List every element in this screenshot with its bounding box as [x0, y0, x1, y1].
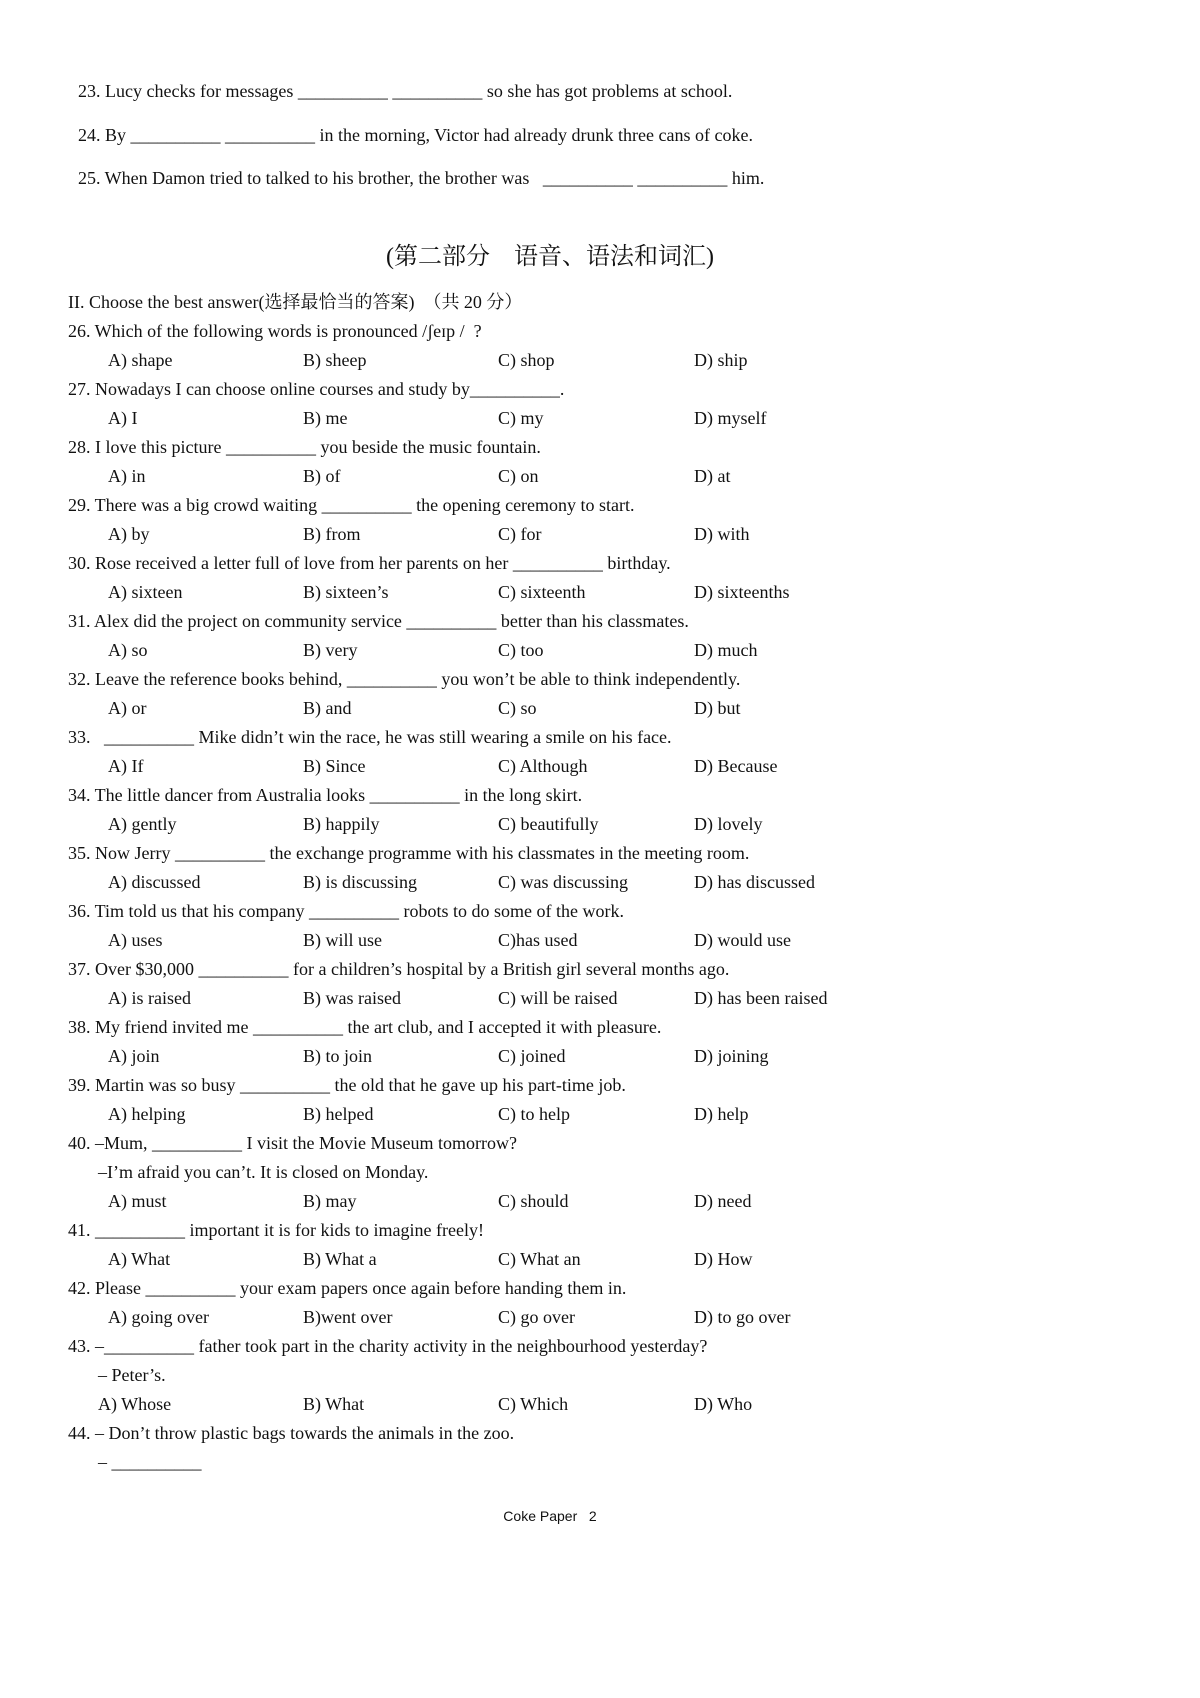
question-stem: 29. There was a big crowd waiting __________ the opening ceremony to start. [68, 495, 635, 515]
question-stem: 26. Which of the following words is pronounced /ʃeɪp / ? [68, 321, 482, 341]
answer-option: A) going over [108, 1307, 209, 1327]
answer-option: D) joining [694, 1046, 769, 1066]
answer-option: D) much [694, 640, 758, 660]
question-stem: 27. Nowadays I can choose online courses and study by__________. [68, 379, 565, 399]
answer-option: A) join [108, 1046, 160, 1066]
answer-option: B) was raised [303, 988, 401, 1008]
answer-option: D) has been raised [694, 988, 828, 1008]
answer-option: C)has used [498, 930, 578, 950]
answer-option: D) to go over [694, 1307, 791, 1327]
answer-option: C) go over [498, 1307, 575, 1327]
answer-option: B) sheep [303, 350, 367, 370]
question-stem: 34. The little dancer from Australia looks __________ in the long skirt. [68, 785, 583, 805]
answer-option: B) and [303, 698, 352, 718]
answer-option: D) sixteenths [694, 582, 790, 602]
answer-option: B) to join [303, 1046, 373, 1066]
fill-item: 23. Lucy checks for messages __________ __________ so she has got problems at school. [78, 81, 733, 101]
question-stem: 28. I love this picture __________ you beside the music fountain. [68, 437, 541, 457]
answer-option: B) happily [303, 814, 380, 834]
answer-option: A) is raised [108, 988, 191, 1008]
answer-option: A) or [108, 698, 147, 718]
dialogue-line: – Peter’s. [98, 1365, 166, 1385]
question-stem: 32. Leave the reference books behind, __________ you won’t be able to think independently. [68, 669, 741, 689]
answer-option: A) I [108, 408, 138, 428]
answer-option: A) must [108, 1191, 167, 1211]
question-stem: 38. My friend invited me __________ the art club, and I accepted it with pleasure. [68, 1017, 662, 1037]
answer-option: B) from [303, 524, 361, 544]
answer-option: C) for [498, 524, 542, 544]
answer-option: B) What a [303, 1249, 377, 1269]
answer-option: D) How [694, 1249, 753, 1269]
answer-option: B) very [303, 640, 358, 660]
answer-option: B) is discussing [303, 872, 418, 892]
answer-option: B) me [303, 408, 348, 428]
answer-option: B) may [303, 1191, 357, 1211]
answer-option: C) Although [498, 756, 588, 776]
answer-option: B) What [303, 1394, 365, 1414]
question-stem: 37. Over $30,000 __________ for a children’s hospital by a British girl several months ago. [68, 959, 730, 979]
answer-option: C) on [498, 466, 539, 486]
answer-option: A) helping [108, 1104, 186, 1124]
answer-option: B) Since [303, 756, 366, 776]
answer-option: D) with [694, 524, 750, 544]
question-stem: 43. –__________ father took part in the charity activity in the neighbourhood yesterday? [68, 1336, 708, 1356]
page-footer: Coke Paper 2 [503, 1508, 597, 1524]
fill-item: 24. By __________ __________ in the morning, Victor had already drunk three cans of coke. [78, 125, 753, 145]
answer-option: D) Because [694, 756, 778, 776]
answer-option: B) will use [303, 930, 382, 950]
answer-option: B) helped [303, 1104, 374, 1124]
answer-option: A) Whose [98, 1394, 172, 1414]
answer-option: D) would use [694, 930, 791, 950]
answer-option: A) discussed [108, 872, 201, 892]
answer-option: C) my [498, 408, 544, 428]
answer-option: C) beautifully [498, 814, 599, 834]
answer-option: C) joined [498, 1046, 566, 1066]
question-stem: 41. __________ important it is for kids to imagine freely! [68, 1220, 484, 1240]
answer-option: D) at [694, 466, 731, 486]
fill-item: 25. When Damon tried to talked to his brother, the brother was __________ __________ him. [78, 168, 765, 188]
question-stem: 31. Alex did the project on community service __________ better than his classmates. [68, 611, 689, 631]
question-stem: 35. Now Jerry __________ the exchange programme with his classmates in the meeting room. [68, 843, 750, 863]
answer-option: D) lovely [694, 814, 763, 834]
answer-option: D) need [694, 1191, 752, 1211]
section-heading: (第二部分 语音、语法和词汇) [386, 244, 714, 270]
answer-option: A) by [108, 524, 150, 544]
question-stem: 44. – Don’t throw plastic bags towards the animals in the zoo. [68, 1423, 515, 1443]
answer-option: A) gently [108, 814, 177, 834]
answer-option: A) What [108, 1249, 171, 1269]
answer-option: A) in [108, 466, 146, 486]
question-stem: 40. –Mum, __________ I visit the Movie Museum tomorrow? [68, 1133, 517, 1153]
question-stem: 42. Please __________ your exam papers once again before handing them in. [68, 1278, 627, 1298]
question-stem: 30. Rose received a letter full of love from her parents on her __________ birthday. [68, 553, 671, 573]
answer-option: C) should [498, 1191, 569, 1211]
answer-option: D) myself [694, 408, 767, 428]
answer-option: C) sixteenth [498, 582, 586, 602]
answer-option: C) shop [498, 350, 555, 370]
answer-option: C) so [498, 698, 537, 718]
answer-option: B)went over [303, 1307, 393, 1327]
answer-option: C) will be raised [498, 988, 618, 1008]
answer-option: A) If [108, 756, 144, 776]
answer-option: D) has discussed [694, 872, 815, 892]
answer-option: C) was discussing [498, 872, 628, 892]
question-stem: 36. Tim told us that his company __________ robots to do some of the work. [68, 901, 624, 921]
question-stem: 39. Martin was so busy __________ the old that he gave up his part-time job. [68, 1075, 626, 1095]
answer-option: D) ship [694, 350, 748, 370]
answer-option: A) sixteen [108, 582, 183, 602]
answer-option: C) What an [498, 1249, 581, 1269]
answer-option: A) so [108, 640, 148, 660]
answer-option: D) Who [694, 1394, 753, 1414]
dialogue-line: –I’m afraid you can’t. It is closed on Monday. [98, 1162, 429, 1182]
answer-option: C) too [498, 640, 544, 660]
answer-option: C) Which [498, 1394, 569, 1414]
answer-option: B) sixteen’s [303, 582, 389, 602]
question-stem: 33. __________ Mike didn’t win the race, he was still wearing a smile on his face. [68, 727, 672, 747]
answer-option: A) uses [108, 930, 163, 950]
answer-option: D) help [694, 1104, 749, 1124]
dialogue-line: – __________ [98, 1452, 202, 1472]
answer-option: B) of [303, 466, 341, 486]
instructions: II. Choose the best answer(选择最恰当的答案) （共 20 分） [68, 292, 523, 312]
answer-option: C) to help [498, 1104, 570, 1124]
answer-option: A) shape [108, 350, 173, 370]
answer-option: D) but [694, 698, 741, 718]
